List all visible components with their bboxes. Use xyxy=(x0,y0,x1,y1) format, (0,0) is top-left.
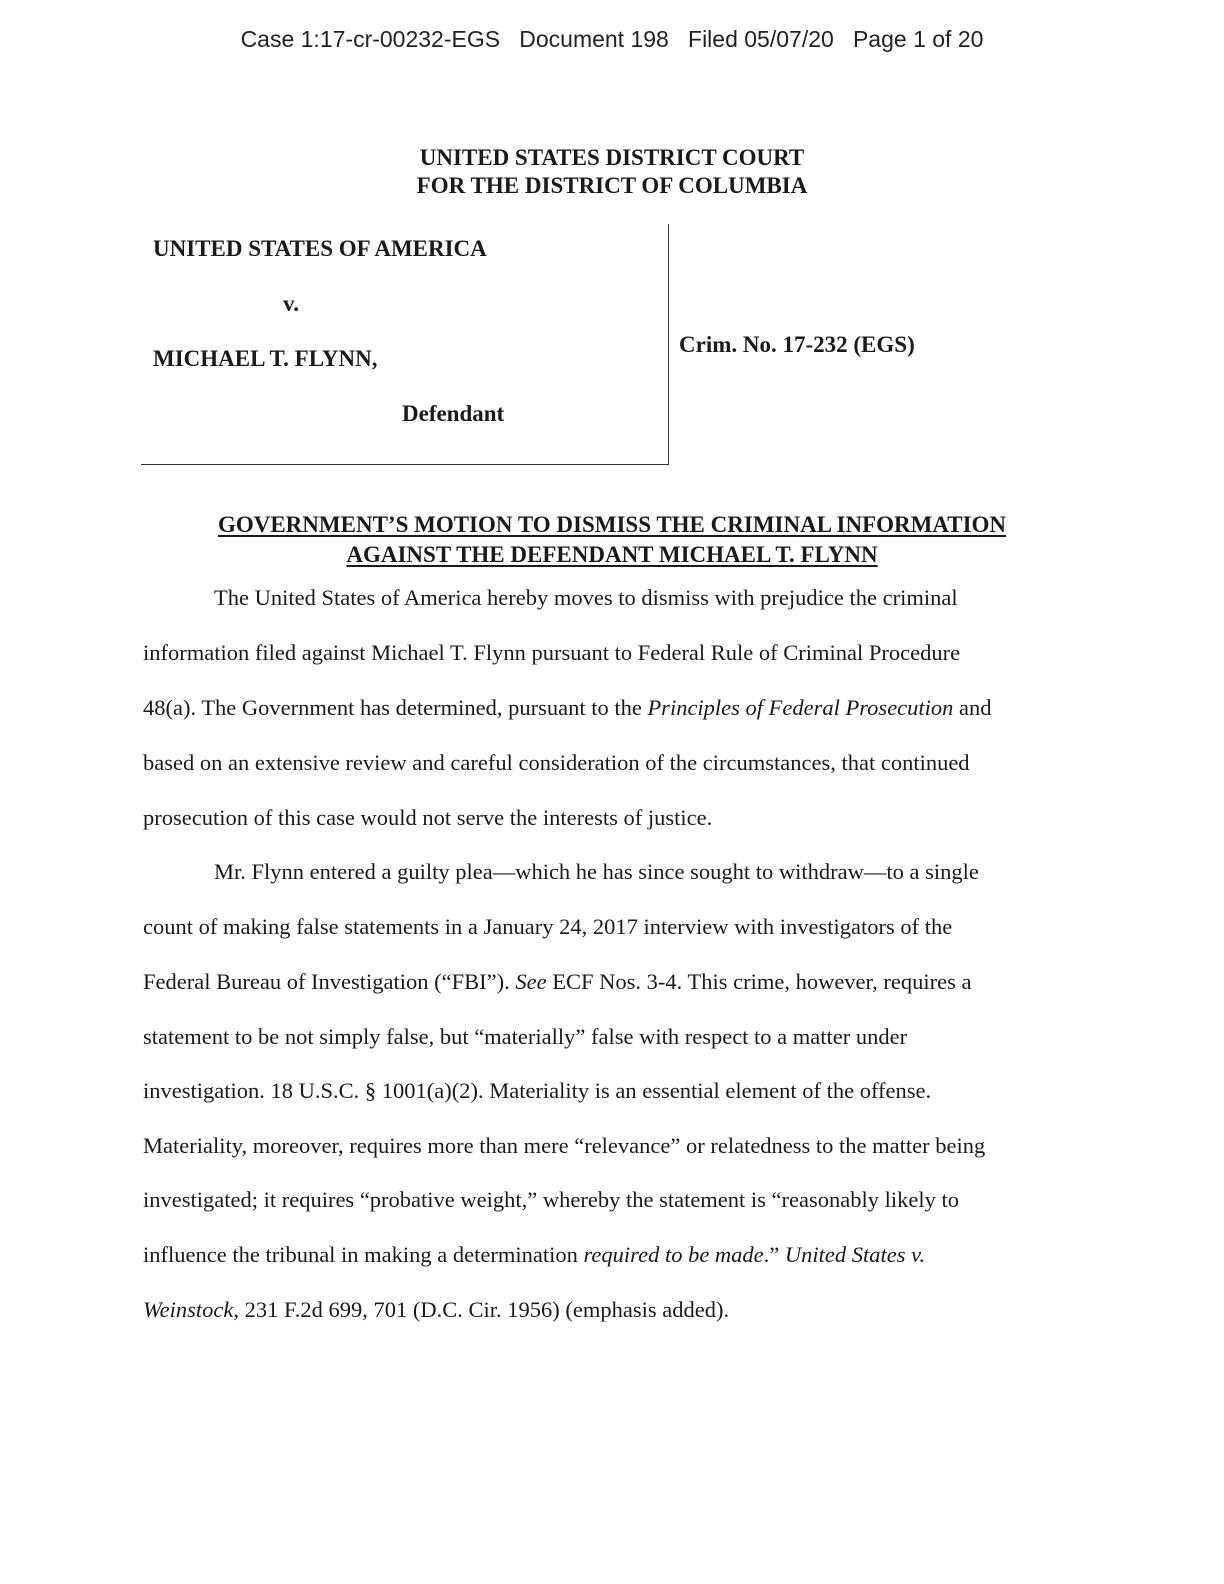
text-line: Mr. Flynn entered a guilty plea—which he has since sought to withdraw—to a single xyxy=(214,859,979,884)
text-line: count of making false statements in a January 24, 2017 interview with investigators of the xyxy=(143,914,953,939)
ecf-header xyxy=(0,26,1224,53)
text-line: The United States of America hereby moves to dismiss with prejudice the criminal xyxy=(214,585,958,610)
text-line: Materiality, moreover, requires more than mere “relevance” or relatedness to the matter being xyxy=(143,1133,986,1158)
plaintiff-name: UNITED STATES OF AMERICA xyxy=(153,236,487,261)
versus-label: v. xyxy=(283,291,299,316)
text-line: investigated; it requires “probative weight,” whereby the statement is “reasonably likely to xyxy=(143,1187,959,1212)
defendant-name: MICHAEL T. FLYNN, xyxy=(153,346,378,371)
text-line: statement to be not simply false, but “materially” false with respect to a matter under xyxy=(143,1024,908,1049)
criminal-case-number: Crim. No. 17-232 (EGS) xyxy=(679,332,915,357)
italic-case-name: United States v. xyxy=(784,1242,926,1267)
text-line: investigation. 18 U.S.C. § 1001(a)(2). Materiality is an essential element of the offense. xyxy=(143,1078,932,1103)
filed-date: Filed 05/07/20 xyxy=(688,26,834,52)
defendant-label: Defendant xyxy=(402,401,505,426)
italic-case-name: Weinstock xyxy=(143,1297,234,1322)
motion-title-line2: AGAINST THE DEFENDANT MICHAEL T. FLYNN xyxy=(346,542,878,567)
motion-title-line1: GOVERNMENT’S MOTION TO DISMISS THE CRIMINAL INFORMATION xyxy=(217,512,1007,537)
case-number-header: Case 1:17-cr-00232-EGS xyxy=(240,26,501,52)
text-line: Weinstock, 231 F.2d 699, 701 (D.C. Cir. 1956) (emphasis added). xyxy=(143,1297,730,1322)
text-line: 48(a). The Government has determined, pursuant to the Principles of Federal Prosecution and xyxy=(143,695,992,720)
text-line: Federal Bureau of Investigation (“FBI”). See ECF Nos. 3-4. This crime, however, requires a xyxy=(143,969,972,994)
italic-citation: Principles of Federal Prosecution xyxy=(647,695,954,720)
motion-title xyxy=(0,510,1224,570)
text-line: based on an extensive review and careful consideration of the circumstances, that continued xyxy=(143,750,970,775)
italic-emphasis: required to be made xyxy=(583,1242,764,1267)
court-heading xyxy=(0,144,1224,200)
document-number: Document 198 xyxy=(519,26,669,52)
court-district: FOR THE DISTRICT OF COLUMBIA xyxy=(416,173,808,198)
text-line: prosecution of this case would not serve the interests of justice. xyxy=(143,805,713,830)
text-line: information filed against Michael T. Flynn pursuant to Federal Rule of Criminal Procedure xyxy=(143,640,961,665)
page-count: Page 1 of 20 xyxy=(852,26,984,52)
court-name: UNITED STATES DISTRICT COURT xyxy=(419,145,805,170)
text-line: influence the tribunal in making a determination required to be made.” United States v. xyxy=(143,1242,926,1267)
italic-signal: See xyxy=(515,969,547,994)
